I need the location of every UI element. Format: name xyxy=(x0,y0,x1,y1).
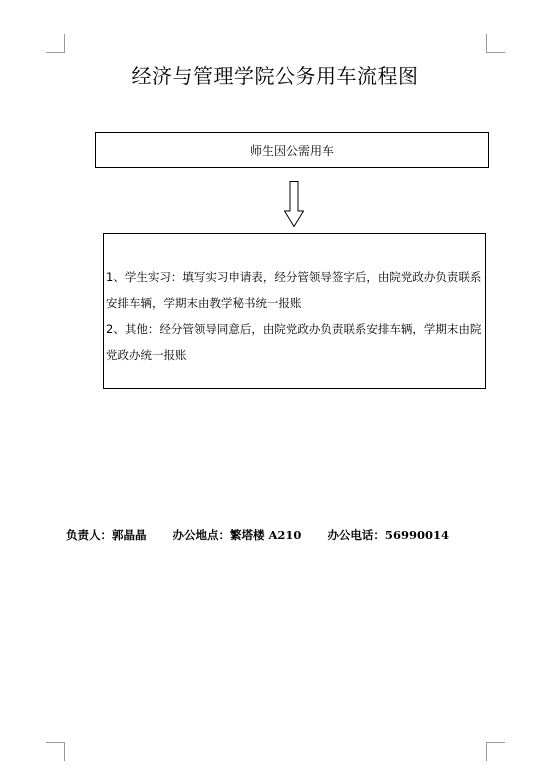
contact-footer xyxy=(66,526,449,544)
flow-detail-item: 1、学生实习：填写实习申请表，经分管领导签字后，由院党政办负责联系安排车辆，学期末由教学秘书统一报账 xyxy=(106,270,482,310)
crop-mark-top-right xyxy=(486,34,505,53)
flow-detail-box xyxy=(103,233,486,389)
office-location: 办公地点：繁塔楼 A210 xyxy=(172,528,302,542)
flow-start-label: 师生因公需用车 xyxy=(249,143,334,158)
crop-mark-bottom-right xyxy=(486,742,505,761)
crop-mark-bottom-left xyxy=(46,742,65,761)
office-phone: 办公电话：56990014 xyxy=(327,528,449,542)
page-title: 经济与管理学院公务用车流程图 xyxy=(131,64,419,88)
crop-mark-top-left xyxy=(46,34,65,53)
contact-person: 负责人：郭晶晶 xyxy=(66,528,147,542)
down-arrow-icon xyxy=(284,181,304,227)
flow-detail-item: 2、其他：经分管领导同意后，由院党政办负责联系安排车辆，学期末由院党政办统一报账 xyxy=(106,322,482,362)
flow-start-box xyxy=(95,132,489,168)
